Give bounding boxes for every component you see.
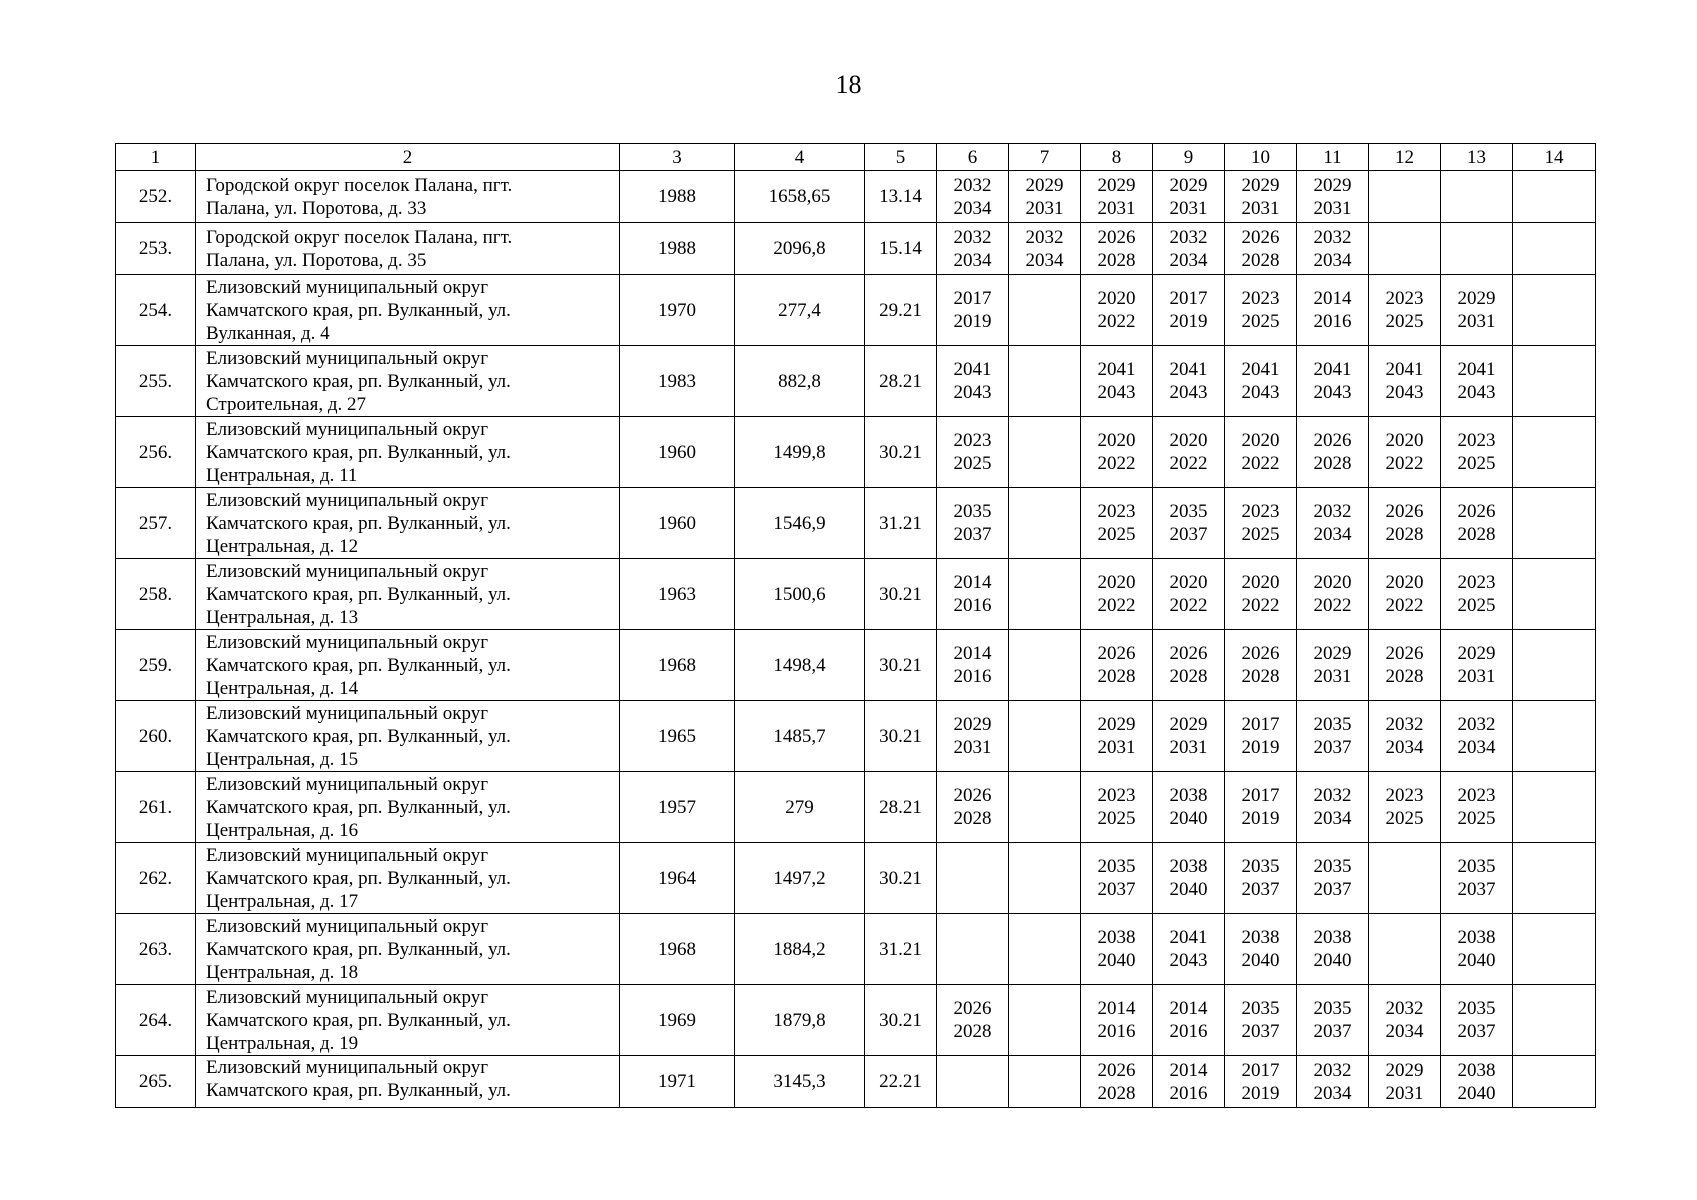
row-number-cell: 253. bbox=[116, 223, 196, 275]
header-row bbox=[116, 144, 1596, 171]
address-line: Строительная, д. 27 bbox=[206, 393, 367, 415]
period-cell-c13: 2038 2040 bbox=[1441, 1056, 1513, 1108]
row-number-cell: 256. bbox=[116, 417, 196, 488]
period-cell-c11: 2014 2016 bbox=[1297, 275, 1369, 346]
code-cell: 30.21 bbox=[865, 417, 937, 488]
table-row bbox=[116, 701, 1596, 772]
table-row bbox=[116, 630, 1596, 701]
period-cell-c6: 2032 2034 bbox=[937, 223, 1009, 275]
period-cell-c7 bbox=[1009, 275, 1081, 346]
period-cell-c6: 2017 2019 bbox=[937, 275, 1009, 346]
period-cell-c8: 2026 2028 bbox=[1081, 1056, 1153, 1108]
address-line: Елизовский муниципальный округ bbox=[206, 702, 488, 724]
period-cell-c8: 2023 2025 bbox=[1081, 488, 1153, 559]
period-cell-c7 bbox=[1009, 1056, 1081, 1108]
period-cell-c8: 2035 2037 bbox=[1081, 843, 1153, 914]
address-line: Центральная, д. 11 bbox=[206, 464, 358, 486]
period-cell-c7 bbox=[1009, 914, 1081, 985]
table-body bbox=[116, 171, 1596, 1108]
period-cell-c13: 2026 2028 bbox=[1441, 488, 1513, 559]
address-line: Камчатского края, рп. Вулканный, ул. bbox=[206, 938, 511, 960]
address-line: Камчатского края, рп. Вулканный, ул. bbox=[206, 1009, 511, 1031]
period-cell-c6 bbox=[937, 914, 1009, 985]
area-cell: 1498,4 bbox=[735, 630, 865, 701]
address-line: Городской округ поселок Палана, пгт. bbox=[206, 174, 513, 196]
period-cell-c7 bbox=[1009, 843, 1081, 914]
period-cell-c12 bbox=[1369, 223, 1441, 275]
period-cell-c12: 2023 2025 bbox=[1369, 772, 1441, 843]
period-cell-c11: 2026 2028 bbox=[1297, 417, 1369, 488]
period-cell-c14 bbox=[1513, 1056, 1596, 1108]
period-cell-c14 bbox=[1513, 630, 1596, 701]
period-cell-c7 bbox=[1009, 630, 1081, 701]
period-cell-c11: 2029 2031 bbox=[1297, 171, 1369, 223]
period-cell-c8: 2041 2043 bbox=[1081, 346, 1153, 417]
period-cell-c11: 2029 2031 bbox=[1297, 630, 1369, 701]
period-cell-c10: 2017 2019 bbox=[1225, 1056, 1297, 1108]
address-cell bbox=[196, 559, 620, 630]
area-cell: 1485,7 bbox=[735, 701, 865, 772]
period-cell-c13: 2029 2031 bbox=[1441, 630, 1513, 701]
period-cell-c14 bbox=[1513, 488, 1596, 559]
row-number-cell: 265. bbox=[116, 1056, 196, 1108]
year-built-cell: 1970 bbox=[620, 275, 735, 346]
period-cell-c7: 2032 2034 bbox=[1009, 223, 1081, 275]
period-cell-c10: 2041 2043 bbox=[1225, 346, 1297, 417]
address-line: Центральная, д. 15 bbox=[206, 748, 359, 770]
address-cell bbox=[196, 772, 620, 843]
table-row bbox=[116, 914, 1596, 985]
year-built-cell: 1968 bbox=[620, 630, 735, 701]
period-cell-c9: 2041 2043 bbox=[1153, 346, 1225, 417]
address-line: Камчатского края, рп. Вулканный, ул. bbox=[206, 725, 511, 747]
period-cell-c11: 2035 2037 bbox=[1297, 985, 1369, 1056]
table-row bbox=[116, 346, 1596, 417]
area-cell: 1658,65 bbox=[735, 171, 865, 223]
housing-table bbox=[115, 143, 1596, 1108]
period-cell-c9: 2029 2031 bbox=[1153, 171, 1225, 223]
address-cell bbox=[196, 843, 620, 914]
address-cell bbox=[196, 346, 620, 417]
code-cell: 28.21 bbox=[865, 346, 937, 417]
year-built-cell: 1988 bbox=[620, 171, 735, 223]
period-cell-c14 bbox=[1513, 171, 1596, 223]
period-cell-c7 bbox=[1009, 488, 1081, 559]
period-cell-c7 bbox=[1009, 346, 1081, 417]
row-number-cell: 252. bbox=[116, 171, 196, 223]
area-cell: 279 bbox=[735, 772, 865, 843]
period-cell-c11: 2032 2034 bbox=[1297, 223, 1369, 275]
col-header: 1 bbox=[116, 144, 196, 171]
year-built-cell: 1960 bbox=[620, 417, 735, 488]
period-cell-c10: 2038 2040 bbox=[1225, 914, 1297, 985]
address-line: Елизовский муниципальный округ bbox=[206, 773, 488, 795]
period-cell-c9: 2038 2040 bbox=[1153, 843, 1225, 914]
period-cell-c9: 2020 2022 bbox=[1153, 417, 1225, 488]
table-row bbox=[116, 985, 1596, 1056]
period-cell-c12: 2032 2034 bbox=[1369, 985, 1441, 1056]
period-cell-c14 bbox=[1513, 223, 1596, 275]
address-line: Камчатского края, рп. Вулканный, ул. bbox=[206, 867, 511, 889]
area-cell: 1500,6 bbox=[735, 559, 865, 630]
year-built-cell: 1960 bbox=[620, 488, 735, 559]
period-cell-c13: 2038 2040 bbox=[1441, 914, 1513, 985]
period-cell-c10: 2017 2019 bbox=[1225, 772, 1297, 843]
table-row bbox=[116, 171, 1596, 223]
row-number-cell: 260. bbox=[116, 701, 196, 772]
code-cell: 31.21 bbox=[865, 914, 937, 985]
address-line: Елизовский муниципальный округ bbox=[206, 1057, 488, 1078]
address-cell bbox=[196, 171, 620, 223]
address-line: Елизовский муниципальный округ bbox=[206, 560, 488, 582]
period-cell-c6: 2014 2016 bbox=[937, 559, 1009, 630]
address-cell bbox=[196, 275, 620, 346]
period-cell-c14 bbox=[1513, 985, 1596, 1056]
period-cell-c14 bbox=[1513, 346, 1596, 417]
address-line: Елизовский муниципальный округ bbox=[206, 915, 488, 937]
period-cell-c8: 2014 2016 bbox=[1081, 985, 1153, 1056]
period-cell-c6: 2014 2016 bbox=[937, 630, 1009, 701]
address-cell bbox=[196, 630, 620, 701]
period-cell-c8: 2023 2025 bbox=[1081, 772, 1153, 843]
address-line: Камчатского края, рп. Вулканный, ул. bbox=[206, 583, 511, 605]
period-cell-c6: 2026 2028 bbox=[937, 772, 1009, 843]
address-line: Центральная, д. 13 bbox=[206, 606, 359, 628]
period-cell-c7 bbox=[1009, 559, 1081, 630]
address-line: Камчатского края, рп. Вулканный, ул. bbox=[206, 370, 511, 392]
period-cell-c13 bbox=[1441, 223, 1513, 275]
period-cell-c9: 2029 2031 bbox=[1153, 701, 1225, 772]
address-line: Елизовский муниципальный округ bbox=[206, 986, 488, 1008]
col-header: 5 bbox=[865, 144, 937, 171]
period-cell-c12: 2026 2028 bbox=[1369, 630, 1441, 701]
col-header: 12 bbox=[1369, 144, 1441, 171]
period-cell-c8: 2029 2031 bbox=[1081, 171, 1153, 223]
period-cell-c11: 2035 2037 bbox=[1297, 843, 1369, 914]
code-cell: 30.21 bbox=[865, 701, 937, 772]
address-line: Центральная, д. 14 bbox=[206, 677, 359, 699]
row-number-cell: 263. bbox=[116, 914, 196, 985]
period-cell-c8: 2020 2022 bbox=[1081, 275, 1153, 346]
period-cell-c8: 2020 2022 bbox=[1081, 417, 1153, 488]
period-cell-c6: 2032 2034 bbox=[937, 171, 1009, 223]
col-header: 4 bbox=[735, 144, 865, 171]
period-cell-c12 bbox=[1369, 914, 1441, 985]
address-cell bbox=[196, 1056, 620, 1108]
address-line: Елизовский муниципальный округ bbox=[206, 418, 488, 440]
period-cell-c11: 2038 2040 bbox=[1297, 914, 1369, 985]
period-cell-c13: 2035 2037 bbox=[1441, 843, 1513, 914]
period-cell-c6: 2035 2037 bbox=[937, 488, 1009, 559]
period-cell-c7 bbox=[1009, 985, 1081, 1056]
period-cell-c9: 2041 2043 bbox=[1153, 914, 1225, 985]
address-cell bbox=[196, 701, 620, 772]
area-cell: 882,8 bbox=[735, 346, 865, 417]
period-cell-c6: 2029 2031 bbox=[937, 701, 1009, 772]
year-built-cell: 1969 bbox=[620, 985, 735, 1056]
row-number-cell: 257. bbox=[116, 488, 196, 559]
address-line: Центральная, д. 19 bbox=[206, 1032, 359, 1054]
address-line: Камчатского края, рп. Вулканный, ул. bbox=[206, 512, 511, 534]
code-cell: 15.14 bbox=[865, 223, 937, 275]
address-line: Центральная, д. 12 bbox=[206, 535, 359, 557]
col-header: 2 bbox=[196, 144, 620, 171]
year-built-cell: 1965 bbox=[620, 701, 735, 772]
period-cell-c8: 2026 2028 bbox=[1081, 223, 1153, 275]
code-cell: 30.21 bbox=[865, 630, 937, 701]
table-row bbox=[116, 223, 1596, 275]
period-cell-c14 bbox=[1513, 275, 1596, 346]
year-built-cell: 1983 bbox=[620, 346, 735, 417]
period-cell-c13: 2023 2025 bbox=[1441, 772, 1513, 843]
period-cell-c6: 2023 2025 bbox=[937, 417, 1009, 488]
period-cell-c10: 2026 2028 bbox=[1225, 223, 1297, 275]
code-cell: 22.21 bbox=[865, 1056, 937, 1108]
page-number: 18 bbox=[835, 70, 862, 99]
period-cell-c6 bbox=[937, 1056, 1009, 1108]
period-cell-c9: 2017 2019 bbox=[1153, 275, 1225, 346]
code-cell: 31.21 bbox=[865, 488, 937, 559]
address-line: Елизовский муниципальный округ bbox=[206, 276, 488, 298]
period-cell-c12: 2020 2022 bbox=[1369, 559, 1441, 630]
period-cell-c6 bbox=[937, 843, 1009, 914]
table-row bbox=[116, 1056, 1596, 1108]
period-cell-c13: 2041 2043 bbox=[1441, 346, 1513, 417]
year-built-cell: 1957 bbox=[620, 772, 735, 843]
address-line: Центральная, д. 18 bbox=[206, 961, 359, 983]
row-number-cell: 264. bbox=[116, 985, 196, 1056]
area-cell: 1497,2 bbox=[735, 843, 865, 914]
period-cell-c11: 2032 2034 bbox=[1297, 488, 1369, 559]
period-cell-c11: 2035 2037 bbox=[1297, 701, 1369, 772]
code-cell: 30.21 bbox=[865, 843, 937, 914]
period-cell-c14 bbox=[1513, 772, 1596, 843]
address-line: Камчатского края, рп. Вулканный, ул. bbox=[206, 441, 511, 463]
address-line: Камчатского края, рп. Вулканный, ул. bbox=[206, 796, 511, 818]
address-line: Камчатского края, рп. Вулканный, ул. bbox=[206, 299, 511, 321]
code-cell: 29.21 bbox=[865, 275, 937, 346]
period-cell-c12 bbox=[1369, 843, 1441, 914]
year-built-cell: 1964 bbox=[620, 843, 735, 914]
area-cell: 2096,8 bbox=[735, 223, 865, 275]
row-number-cell: 262. bbox=[116, 843, 196, 914]
period-cell-c12: 2023 2025 bbox=[1369, 275, 1441, 346]
period-cell-c10: 2029 2031 bbox=[1225, 171, 1297, 223]
table-row bbox=[116, 843, 1596, 914]
area-cell: 277,4 bbox=[735, 275, 865, 346]
period-cell-c7 bbox=[1009, 772, 1081, 843]
table-row bbox=[116, 488, 1596, 559]
row-number-cell: 261. bbox=[116, 772, 196, 843]
area-cell: 3145,3 bbox=[735, 1056, 865, 1108]
address-line: Вулканная, д. 4 bbox=[206, 322, 330, 344]
period-cell-c9: 2014 2016 bbox=[1153, 985, 1225, 1056]
address-line: Камчатского края, рп. Вулканный, ул. bbox=[206, 654, 511, 676]
period-cell-c10: 2020 2022 bbox=[1225, 417, 1297, 488]
area-cell: 1884,2 bbox=[735, 914, 865, 985]
period-cell-c9: 2035 2037 bbox=[1153, 488, 1225, 559]
year-built-cell: 1968 bbox=[620, 914, 735, 985]
address-line: Елизовский муниципальный округ bbox=[206, 631, 488, 653]
period-cell-c12: 2041 2043 bbox=[1369, 346, 1441, 417]
period-cell-c12: 2032 2034 bbox=[1369, 701, 1441, 772]
period-cell-c12: 2026 2028 bbox=[1369, 488, 1441, 559]
year-built-cell: 1963 bbox=[620, 559, 735, 630]
area-cell: 1499,8 bbox=[735, 417, 865, 488]
row-number-cell: 255. bbox=[116, 346, 196, 417]
period-cell-c10: 2026 2028 bbox=[1225, 630, 1297, 701]
address-cell bbox=[196, 488, 620, 559]
period-cell-c12 bbox=[1369, 171, 1441, 223]
address-line: Центральная, д. 17 bbox=[206, 890, 359, 912]
col-header: 11 bbox=[1297, 144, 1369, 171]
address-line: Городской округ поселок Палана, пгт. bbox=[206, 226, 513, 248]
period-cell-c12: 2020 2022 bbox=[1369, 417, 1441, 488]
period-cell-c11: 2041 2043 bbox=[1297, 346, 1369, 417]
period-cell-c8: 2026 2028 bbox=[1081, 630, 1153, 701]
address-cell bbox=[196, 985, 620, 1056]
period-cell-c14 bbox=[1513, 701, 1596, 772]
area-cell: 1546,9 bbox=[735, 488, 865, 559]
year-built-cell: 1988 bbox=[620, 223, 735, 275]
address-cell bbox=[196, 417, 620, 488]
row-number-cell: 258. bbox=[116, 559, 196, 630]
col-header: 10 bbox=[1225, 144, 1297, 171]
code-cell: 28.21 bbox=[865, 772, 937, 843]
period-cell-c10: 2023 2025 bbox=[1225, 488, 1297, 559]
period-cell-c13: 2032 2034 bbox=[1441, 701, 1513, 772]
year-built-cell: 1971 bbox=[620, 1056, 735, 1108]
period-cell-c12: 2029 2031 bbox=[1369, 1056, 1441, 1108]
col-header: 9 bbox=[1153, 144, 1225, 171]
period-cell-c14 bbox=[1513, 417, 1596, 488]
period-cell-c8: 2029 2031 bbox=[1081, 701, 1153, 772]
col-header: 13 bbox=[1441, 144, 1513, 171]
address-line: Елизовский муниципальный округ bbox=[206, 844, 488, 866]
period-cell-c10: 2035 2037 bbox=[1225, 843, 1297, 914]
address-line: Палана, ул. Поротова, д. 33 bbox=[206, 197, 427, 219]
address-line: Палана, ул. Поротова, д. 35 bbox=[206, 249, 427, 271]
code-cell: 13.14 bbox=[865, 171, 937, 223]
period-cell-c10: 2023 2025 bbox=[1225, 275, 1297, 346]
period-cell-c13: 2023 2025 bbox=[1441, 559, 1513, 630]
period-cell-c10: 2017 2019 bbox=[1225, 701, 1297, 772]
col-header: 14 bbox=[1513, 144, 1596, 171]
period-cell-c7 bbox=[1009, 701, 1081, 772]
period-cell-c9: 2038 2040 bbox=[1153, 772, 1225, 843]
period-cell-c6: 2026 2028 bbox=[937, 985, 1009, 1056]
address-line: Центральная, д. 16 bbox=[206, 819, 359, 841]
period-cell-c7: 2029 2031 bbox=[1009, 171, 1081, 223]
address-cell bbox=[196, 223, 620, 275]
address-cell bbox=[196, 914, 620, 985]
period-cell-c14 bbox=[1513, 843, 1596, 914]
col-header: 3 bbox=[620, 144, 735, 171]
period-cell-c13: 2035 2037 bbox=[1441, 985, 1513, 1056]
period-cell-c13: 2029 2031 bbox=[1441, 275, 1513, 346]
table-row bbox=[116, 417, 1596, 488]
period-cell-c7 bbox=[1009, 417, 1081, 488]
period-cell-c9: 2032 2034 bbox=[1153, 223, 1225, 275]
period-cell-c9: 2014 2016 bbox=[1153, 1056, 1225, 1108]
col-header: 7 bbox=[1009, 144, 1081, 171]
period-cell-c13 bbox=[1441, 171, 1513, 223]
period-cell-c6: 2041 2043 bbox=[937, 346, 1009, 417]
code-cell: 30.21 bbox=[865, 559, 937, 630]
row-number-cell: 259. bbox=[116, 630, 196, 701]
period-cell-c13: 2023 2025 bbox=[1441, 417, 1513, 488]
table-row bbox=[116, 772, 1596, 843]
period-cell-c11: 2032 2034 bbox=[1297, 1056, 1369, 1108]
area-cell: 1879,8 bbox=[735, 985, 865, 1056]
code-cell: 30.21 bbox=[865, 985, 937, 1056]
period-cell-c9: 2026 2028 bbox=[1153, 630, 1225, 701]
period-cell-c8: 2020 2022 bbox=[1081, 559, 1153, 630]
table-row bbox=[116, 275, 1596, 346]
table-row bbox=[116, 559, 1596, 630]
period-cell-c9: 2020 2022 bbox=[1153, 559, 1225, 630]
col-header: 8 bbox=[1081, 144, 1153, 171]
period-cell-c11: 2032 2034 bbox=[1297, 772, 1369, 843]
period-cell-c11: 2020 2022 bbox=[1297, 559, 1369, 630]
period-cell-c10: 2035 2037 bbox=[1225, 985, 1297, 1056]
period-cell-c14 bbox=[1513, 559, 1596, 630]
address-line: Елизовский муниципальный округ bbox=[206, 489, 488, 511]
col-header: 6 bbox=[937, 144, 1009, 171]
period-cell-c10: 2020 2022 bbox=[1225, 559, 1297, 630]
period-cell-c14 bbox=[1513, 914, 1596, 985]
period-cell-c8: 2038 2040 bbox=[1081, 914, 1153, 985]
address-line: Елизовский муниципальный округ bbox=[206, 347, 488, 369]
row-number-cell: 254. bbox=[116, 275, 196, 346]
address-line: Камчатского края, рп. Вулканный, ул. bbox=[206, 1080, 511, 1101]
